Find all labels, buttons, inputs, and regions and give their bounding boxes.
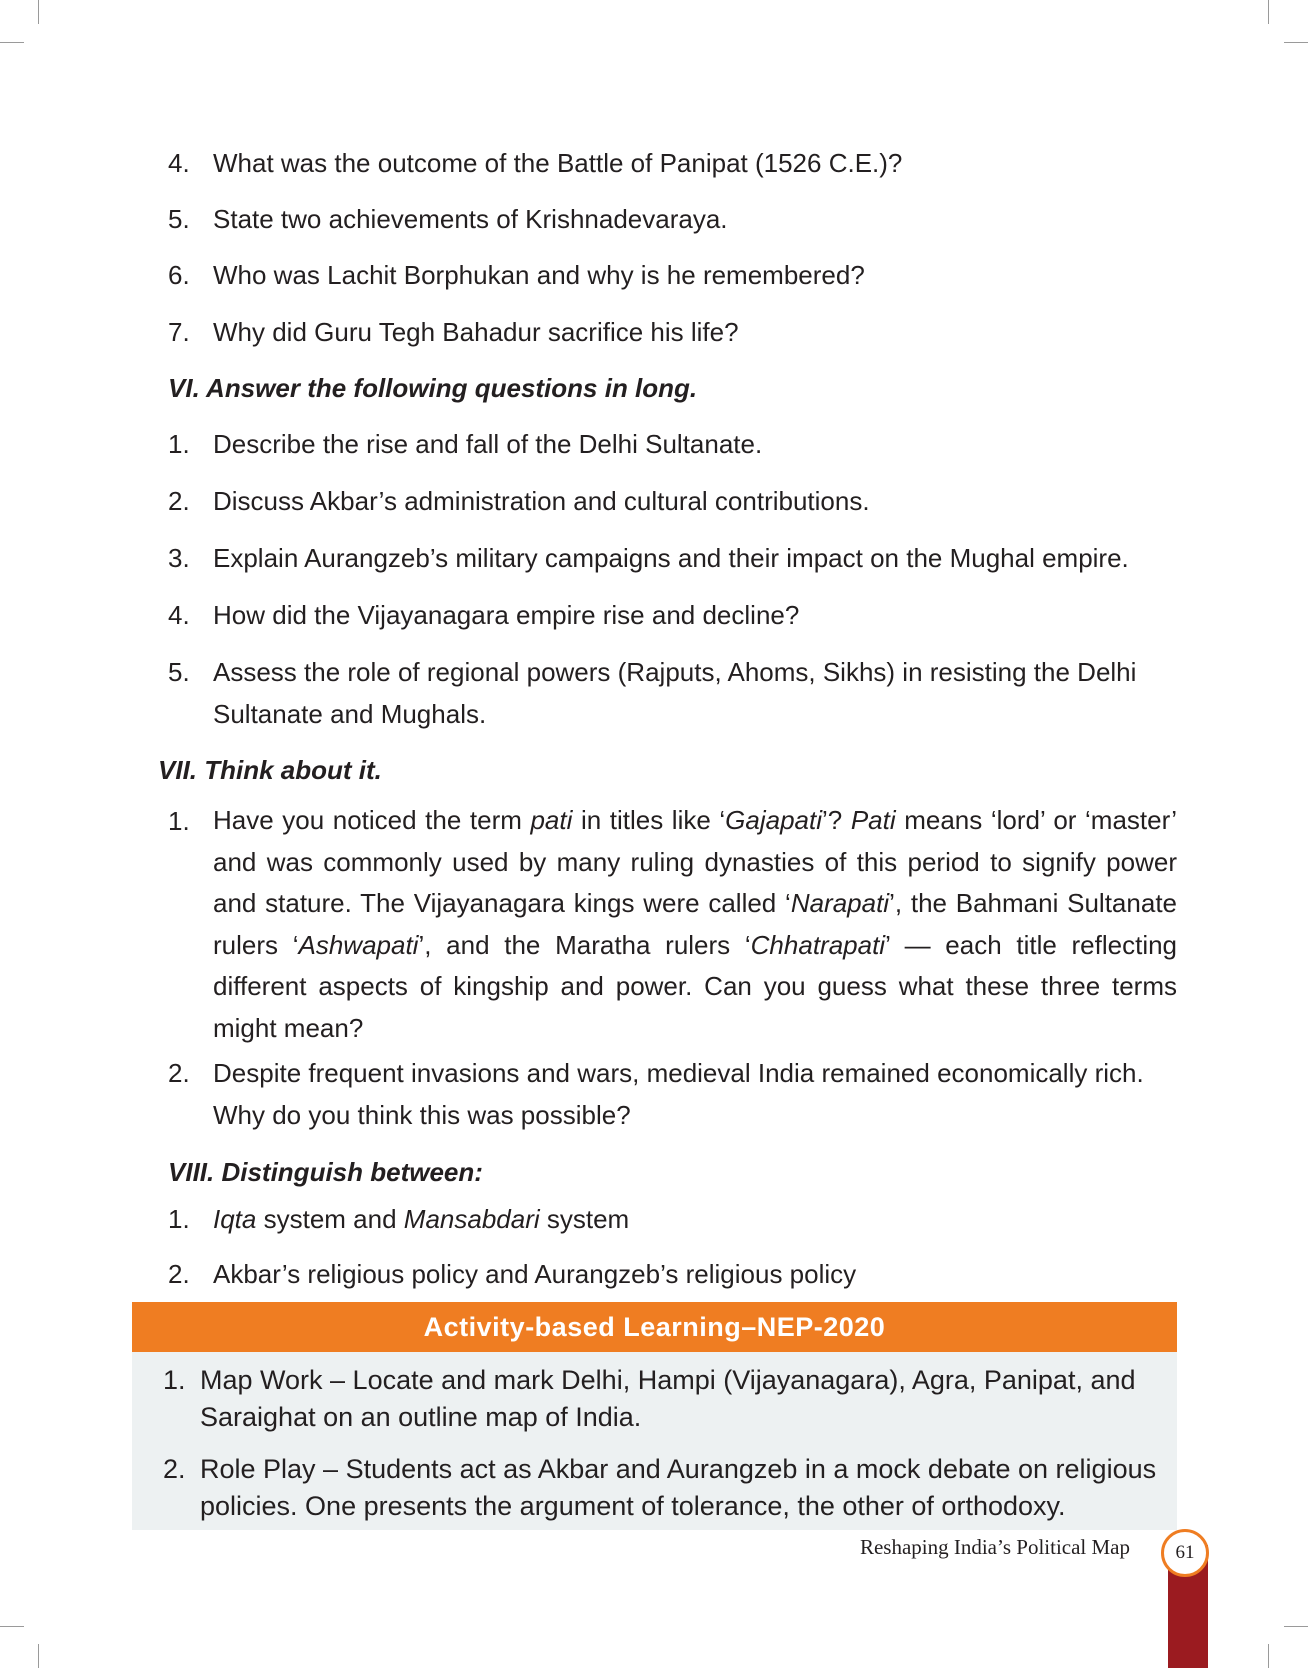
item-number: 5. [168,657,190,687]
section-heading-think: VII. Think about it. [158,755,382,785]
item-number: 7. [168,317,190,347]
item-text: Who was Lachit Borphukan and why is he remembered? [213,260,865,290]
section-heading-distinguish: VIII. Distinguish between: [168,1157,483,1187]
item-text: State two achievements of Krishnadevaraya. [213,204,728,234]
item-number: 1. [168,429,190,459]
item-text: Akbar’s religious policy and Aurangzeb’s religious policy [213,1259,857,1289]
item-number: 2. [168,486,190,516]
item-text: Explain Aurangzeb’s military campaigns and their impact on the Mughal empire. [213,543,1129,573]
section-heading-long-answers: VI. Answer the following questions in long. [168,373,698,403]
item-text: Sultanate and Mughals. [213,699,487,729]
item-number: 2. [168,1259,190,1289]
crop-mark [1284,1626,1308,1627]
activity-item-text: Role Play – Students act as Akbar and Aurangzeb in a mock debate on religious policies. One presents the argument of tolerance, the other of orthodoxy. [200,1454,1157,1521]
crop-mark [38,1644,39,1668]
think-paragraph: Have you noticed the term pati in titles like ‘Gajapati’? Pati means ‘lord’ or ‘master’ and was commonly used by many ruling dynasties of this period to signify power and stature. The Vijayanagara kings were called ‘Narapati’, the Bahmani Sultanate rulers ‘Ashwapati’, and the Maratha rulers ‘Chhatrapati’ — each title reflecting different aspects of kingship and power. Can you guess what these three terms might mean? [213,805,1178,1043]
crop-mark [0,1626,24,1627]
activity-title-bar: Activity-based Learning–NEP-2020 [132,1302,1177,1352]
item-text: Iqta system and Mansabdari system [213,1204,630,1234]
item-number: 6. [168,260,190,290]
crop-mark [1268,0,1269,24]
item-text: What was the outcome of the Battle of Panipat (1526 C.E.)? [213,148,903,178]
activity-item [163,1362,186,1399]
crop-mark [38,0,39,24]
item-text: How did the Vijayanagara empire rise and decline? [213,600,800,630]
crop-mark [0,42,24,43]
item-number: 2. [163,1454,186,1484]
item-number: 4. [168,600,190,630]
crop-mark [1284,42,1308,43]
item-text: Describe the rise and fall of the Delhi Sultanate. [213,429,763,459]
item-text: Assess the role of regional powers (Rajputs, Ahoms, Sikhs) in resisting the Delhi [213,657,1137,687]
item-number: 4. [168,148,190,178]
page-number: 61 [1161,1529,1209,1577]
item-number: 3. [168,543,190,573]
crop-mark [1268,1644,1269,1668]
item-text: Why did Guru Tegh Bahadur sacrifice his life? [213,317,739,347]
item-number: 1. [163,1365,186,1395]
item-number: 5. [168,204,190,234]
item-text: Discuss Akbar’s administration and cultural contributions. [213,486,870,516]
item-number: 1. [168,806,190,836]
footer-chapter-title: Reshaping India’s Political Map [859,1535,1130,1559]
activity-item-text: Map Work – Locate and mark Delhi, Hampi (Vijayanagara), Agra, Panipat, and Saraighat on an outline map of India. [200,1365,1136,1432]
activity-item [163,1451,186,1488]
item-text: Why do you think this was possible? [213,1100,631,1130]
item-number: 2. [168,1058,190,1088]
item-number: 1. [168,1204,190,1234]
item-text: Despite frequent invasions and wars, medieval India remained economically rich. [213,1058,1144,1088]
